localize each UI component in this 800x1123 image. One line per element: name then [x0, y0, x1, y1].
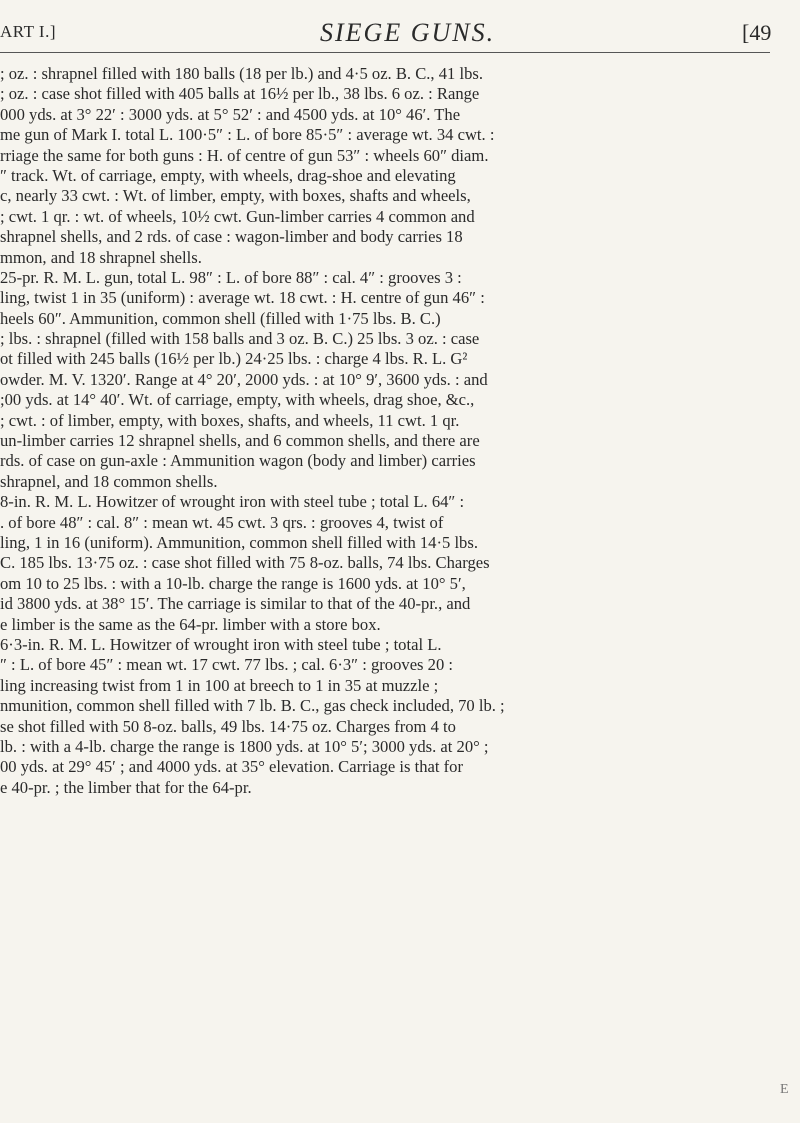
text-line: ; cwt. 1 qr. : wt. of wheels, 10½ cwt. Gun-limber carries 4 common and — [0, 206, 475, 226]
text-line: e limber is the same as the 64-pr. limber with a store box. — [0, 614, 381, 634]
text-line: ling, 1 in 16 (uniform). Ammunition, common shell filled with 14·5 lbs. — [0, 532, 478, 552]
text-line: ; cwt. : of limber, empty, with boxes, shafts, and wheels, 11 cwt. 1 qr. — [0, 410, 460, 430]
text-line: shrapnel, and 18 common shells. — [0, 471, 218, 491]
text-line: ; oz. : case shot filled with 405 balls at 16½ per lb., 38 lbs. 6 oz. : Range — [0, 84, 480, 104]
page-title: SIEGE GUNS. — [320, 18, 496, 47]
text-line: rds. of case on gun-axle : Ammunition wagon (body and limber) carries — [0, 451, 476, 471]
text-line: ″ : L. of bore 45″ : mean wt. 17 cwt. 77 lbs. ; cal. 6·3″ : grooves 20 : — [0, 655, 454, 675]
text-line: C. 185 lbs. 13·75 oz. : case shot filled with 75 8-oz. balls, 74 lbs. Charges — [0, 553, 490, 573]
text-line: . of bore 48″ : cal. 8″ : mean wt. 45 cwt. 3 qrs. : grooves 4, twist of — [0, 512, 444, 532]
text-line: owder. M. V. 1320′. Range at 4° 20′, 2000 yds. : at 10° 9′, 3600 yds. : and — [0, 369, 488, 389]
text-line: e 40-pr. ; the limber that for the 64-pr. — [0, 777, 252, 797]
body-text — [0, 64, 790, 798]
text-line: ; oz. : shrapnel filled with 180 balls (18 per lb.) and 4·5 oz. B. C., 41 lbs. — [0, 64, 483, 83]
text-line: un-limber carries 12 shrapnel shells, and 6 common shells, and there are — [0, 431, 480, 451]
text-line: 00 yds. at 29° 45′ ; and 4000 yds. at 35° elevation. Carriage is that for — [0, 757, 463, 777]
text-line: 8-in. R. M. L. Howitzer of wrought iron with steel tube ; total L. 64″ : — [0, 492, 465, 512]
text-line: om 10 to 25 lbs. : with a 10-lb. charge the range is 1600 yds. at 10° 5′, — [0, 573, 466, 593]
text-line: c, nearly 33 cwt. : Wt. of limber, empty, with boxes, shafts and wheels, — [0, 186, 471, 206]
header-rule — [0, 52, 770, 53]
part-label: ART I.] — [0, 22, 56, 41]
text-line: ling, twist 1 in 35 (uniform) : average wt. 18 cwt. : H. centre of gun 46″ : — [0, 288, 485, 308]
page-number: [49 — [742, 20, 772, 45]
text-line: ″ track. Wt. of carriage, empty, with wheels, drag-shoe and elevating — [0, 165, 456, 185]
text-line: ot filled with 245 balls (16½ per lb.) 24·25 lbs. : charge 4 lbs. R. L. G² — [0, 349, 468, 369]
text-line: mmon, and 18 shrapnel shells. — [0, 247, 202, 267]
text-line: nmunition, common shell filled with 7 lb. B. C., gas check included, 70 lb. ; — [0, 696, 505, 716]
text-line: 25-pr. R. M. L. gun, total L. 98″ : L. of bore 88″ : cal. 4″ : grooves 3 : — [0, 267, 462, 287]
text-line: 000 yds. at 3° 22′ : 3000 yds. at 5° 52′ : and 4500 yds. at 10° 46′. The — [0, 104, 461, 124]
text-line: lb. : with a 4-lb. charge the range is 1800 yds. at 10° 5′; 3000 yds. at 20° ; — [0, 736, 489, 756]
text-line: 6·3-in. R. M. L. Howitzer of wrought iron with steel tube ; total L. — [0, 634, 442, 654]
text-line: se shot filled with 50 8-oz. balls, 49 lbs. 14·75 oz. Charges from 4 to — [0, 716, 456, 736]
text-line: rriage the same for both guns : H. of centre of gun 53″ : wheels 60″ diam. — [0, 145, 489, 165]
text-line: ling increasing twist from 1 in 100 at breech to 1 in 35 at muzzle ; — [0, 675, 439, 695]
text-line: ; lbs. : shrapnel (filled with 158 balls and 3 oz. B. C.) 25 lbs. 3 oz. : case — [0, 329, 480, 349]
text-line: me gun of Mark I. total L. 100·5″ : L. of bore 85·5″ : average wt. 34 cwt. : — [0, 125, 495, 145]
text-line: heels 60″. Ammunition, common shell (filled with 1·75 lbs. B. C.) — [0, 308, 441, 328]
text-line: id 3800 yds. at 38° 15′. The carriage is similar to that of the 40-pr., and — [0, 594, 471, 614]
text-line: ;00 yds. at 14° 40′. Wt. of carriage, empty, with wheels, drag shoe, &c., — [0, 390, 475, 410]
signature-mark: E — [780, 1082, 789, 1097]
text-line: shrapnel shells, and 2 rds. of case : wagon-limber and body carries 18 — [0, 227, 463, 247]
